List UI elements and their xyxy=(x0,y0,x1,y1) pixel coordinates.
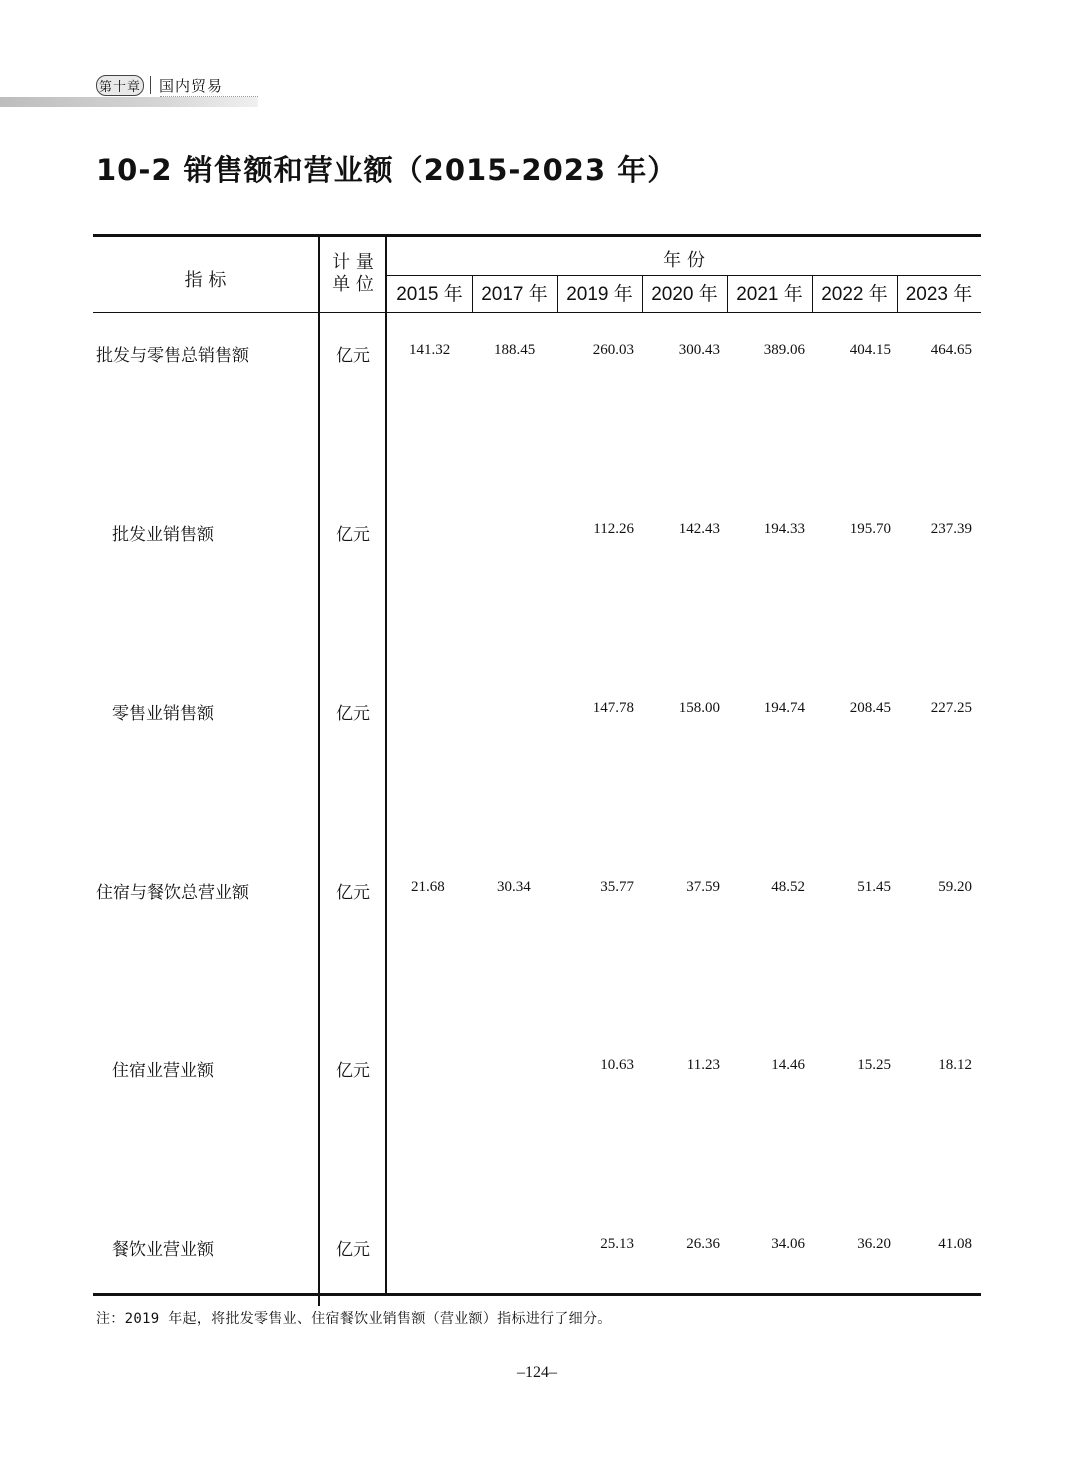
table-cell: 208.45 xyxy=(849,700,891,716)
table-cell: 188.45 xyxy=(494,342,536,358)
row-unit: 亿元 xyxy=(336,1061,370,1081)
table-cell: 34.06 xyxy=(771,1236,805,1252)
table-footnote: 注：2019 年起，将批发零售业、住宿餐饮业销售额（营业额）指标进行了细分。 xyxy=(96,1311,612,1327)
year-header: 2020 年 xyxy=(651,284,718,305)
row-unit: 亿元 xyxy=(336,704,370,724)
table-cell: 194.33 xyxy=(763,521,805,537)
table-cell: 158.00 xyxy=(678,700,720,716)
row-label: 住宿业营业额 xyxy=(112,1061,214,1081)
table-cell: 147.78 xyxy=(592,700,634,716)
chapter-header xyxy=(96,74,223,96)
table-cell: 464.65 xyxy=(930,342,972,358)
table-cell: 10.63 xyxy=(600,1057,634,1073)
table-cell: 227.25 xyxy=(930,700,972,716)
table-cell: 389.06 xyxy=(763,342,805,358)
table-title: 10-2 销售额和营业额（2015-2023 年） xyxy=(96,153,678,187)
table-cell: 48.52 xyxy=(771,879,805,895)
year-header: 2021 年 xyxy=(736,284,803,305)
header-indicator: 指 标 xyxy=(184,270,227,291)
table-cell: 59.20 xyxy=(938,879,972,895)
row-label: 餐饮业营业额 xyxy=(112,1240,214,1260)
unit-column-divider xyxy=(385,236,387,1294)
chapter-label: 第十章 xyxy=(96,75,144,96)
row-unit: 亿元 xyxy=(336,346,370,366)
header-bottom-rule xyxy=(93,312,981,313)
table-top-rule xyxy=(93,234,981,237)
year-header: 2019 年 xyxy=(566,284,633,305)
table-cell: 300.43 xyxy=(678,342,720,358)
table-cell: 11.23 xyxy=(686,1057,720,1073)
row-label: 批发业销售额 xyxy=(112,525,214,545)
table-cell: 30.34 xyxy=(497,879,531,895)
chapter-separator xyxy=(150,76,151,94)
table-cell: 260.03 xyxy=(592,342,634,358)
year-header: 2017 年 xyxy=(481,284,548,305)
header-years-group: 年 份 xyxy=(663,250,705,271)
table-cell: 112.26 xyxy=(593,521,634,537)
table-cell: 14.46 xyxy=(771,1057,805,1073)
chapter-name: 国内贸易 xyxy=(159,76,224,95)
table-cell: 195.70 xyxy=(849,521,891,537)
header-dotted-rule xyxy=(160,96,258,97)
table-cell: 194.74 xyxy=(763,700,805,716)
table-cell: 142.43 xyxy=(678,521,720,537)
table-cell: 35.77 xyxy=(600,879,634,895)
table-cell: 404.15 xyxy=(849,342,891,358)
page-number: –124– xyxy=(517,1364,557,1381)
year-header: 2022 年 xyxy=(821,284,888,305)
table-cell: 51.45 xyxy=(857,879,891,895)
row-unit: 亿元 xyxy=(336,1240,370,1260)
year-header: 2023 年 xyxy=(905,284,973,305)
header-unit-line2: 单 位 xyxy=(332,274,374,295)
header-band xyxy=(0,97,258,107)
table-cell: 37.59 xyxy=(686,879,720,895)
row-label: 住宿与餐饮总营业额 xyxy=(96,883,249,903)
year-header: 2015 年 xyxy=(396,284,463,305)
table-cell: 15.25 xyxy=(857,1057,891,1073)
table-cell: 26.36 xyxy=(686,1236,720,1252)
table-cell: 25.13 xyxy=(600,1236,634,1252)
table-cell: 237.39 xyxy=(930,521,972,537)
table-cell: 41.08 xyxy=(938,1236,972,1252)
table-cell: 36.20 xyxy=(857,1236,891,1252)
year-group-rule xyxy=(386,275,981,276)
table-cell: 21.68 xyxy=(411,879,445,895)
row-unit: 亿元 xyxy=(336,883,370,903)
row-label: 批发与零售总销售额 xyxy=(96,346,249,366)
table-cell: 141.32 xyxy=(409,342,451,358)
table-bottom-rule xyxy=(93,1293,981,1296)
row-label: 零售业销售额 xyxy=(112,704,214,724)
header-unit-line1: 计 量 xyxy=(332,252,374,273)
table-cell: 18.12 xyxy=(938,1057,972,1073)
indicator-column-divider xyxy=(318,236,320,1306)
row-unit: 亿元 xyxy=(336,525,370,545)
